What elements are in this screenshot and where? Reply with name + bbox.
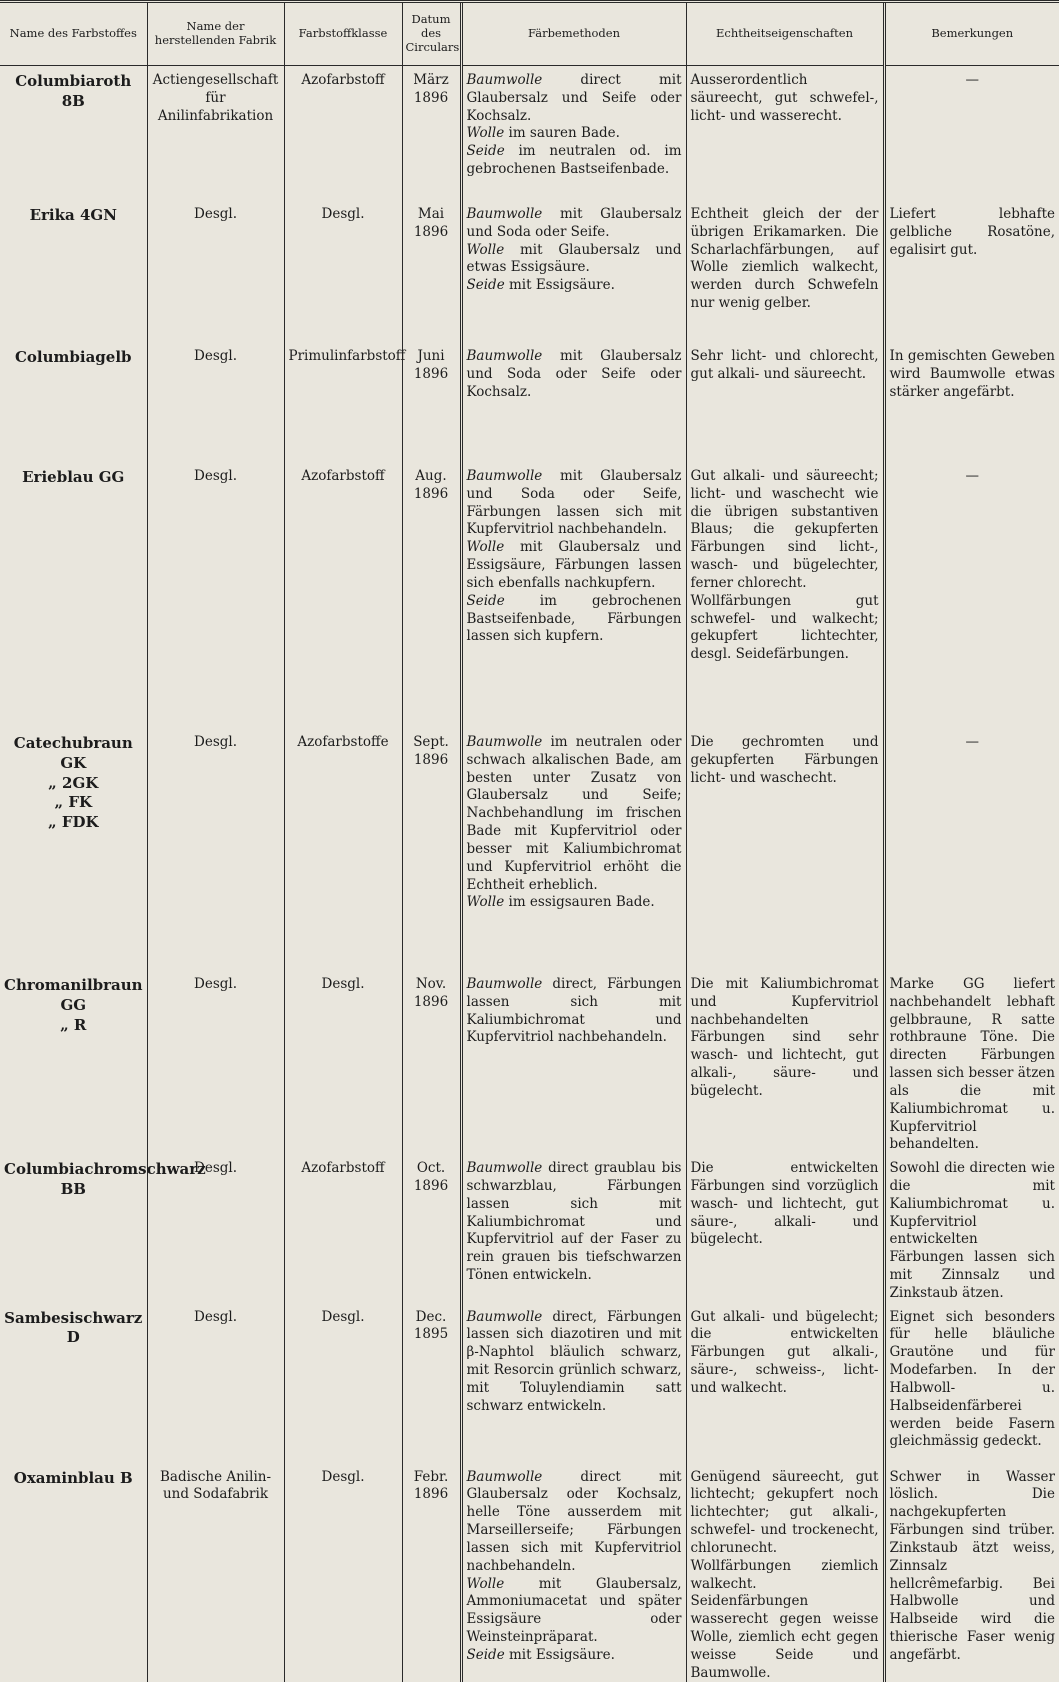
dyeing-methods	[461, 200, 686, 342]
dye-name-cell	[0, 200, 147, 342]
fiber-label: Baumwolle	[466, 1308, 543, 1325]
dyeing-methods	[461, 728, 686, 970]
fastness-text: Gut alkali- und säureecht; licht- und waschecht wie die übrigen substantiven Blaus; die gekupferten Färbungen sind licht-, wasch- und bügelechter, ferner chlorecht.	[690, 468, 879, 591]
method-entry	[467, 242, 682, 278]
dyeing-methods	[461, 462, 686, 728]
manufacturer: Desgl.	[147, 1303, 284, 1463]
manufacturer: Actiengesellschaft für Anilinfabrikation	[147, 66, 284, 201]
method-text: direct mit Glaubersalz und Seife oder Kochsalz.	[466, 72, 682, 124]
dye-name-cell	[0, 970, 147, 1154]
header-name: Name des Farbstoffes	[0, 2, 147, 66]
method-text: im essigsauren Bade.	[504, 894, 655, 911]
method-entry	[467, 277, 682, 295]
fastness-text: Genügend säureecht, gut lichtecht; gekupfert noch lichtechter; gut alkali-, schwefel- und trockenecht, chlorunecht.	[690, 1468, 879, 1556]
method-entry	[467, 976, 682, 1047]
remarks	[884, 66, 1059, 201]
dyeing-methods	[461, 1303, 686, 1463]
circular-date: Oct. 1896	[402, 1154, 461, 1303]
dyeing-methods	[461, 342, 686, 462]
fiber-label: Wolle	[466, 241, 505, 258]
remarks-text: Marke GG liefert nachbehandelt lebhaft gelbbraune, R satte rothbraune Töne. Die directen Färbungen lassen sich besser ätzen als die mit Kaliumbichromat u. Kupfervitriol behandelten.	[889, 976, 1055, 1153]
dye-name: Oxaminblau B	[13, 1468, 133, 1487]
remarks	[884, 342, 1059, 462]
manufacturer: Desgl.	[147, 342, 284, 462]
dye-class: Desgl.	[284, 1303, 402, 1463]
method-entry	[467, 72, 682, 125]
dye-name: Columbiachromschwarz BB	[4, 1160, 206, 1198]
fastness-text: Ausserordentlich säureecht, gut schwefel-, licht- und wasserecht.	[690, 72, 879, 124]
table-row	[0, 462, 1059, 728]
remarks	[884, 970, 1059, 1154]
table-row	[0, 200, 1059, 342]
circular-date: Aug. 1896	[402, 462, 461, 728]
remarks-text: —	[965, 72, 979, 88]
method-entry	[467, 734, 682, 894]
method-text: direct, Färbungen lassen sich mit Kaliumbichromat und Kupfervitriol nachbehandeln.	[466, 976, 682, 1046]
fiber-label: Baumwolle	[466, 206, 543, 222]
dye-name-variant: „ 2GK	[48, 773, 99, 792]
remarks	[884, 728, 1059, 970]
remarks	[884, 1154, 1059, 1303]
remarks-text: Liefert lebhafte gelbliche Rosatöne, egalisirt gut.	[889, 206, 1055, 258]
method-text: mit Essigsäure.	[504, 1646, 615, 1663]
method-text: mit Glaubersalz und Soda oder Seife oder Kochsalz.	[466, 348, 682, 400]
fiber-label: Wolle	[466, 1575, 505, 1592]
fiber-label: Seide	[466, 592, 505, 609]
fastness-text: Die entwickelten Färbungen sind vorzüglich wasch- und lichtecht, gut säure-, alkali- und bügelecht.	[690, 1160, 879, 1248]
fastness-text: Sehr licht- und chlorecht, gut alkali- und säureecht.	[690, 348, 879, 382]
fastness-text: Wollfärbungen gut schwefel- und walkecht; gekupfert lichtechter, desgl. Seidefärbungen.	[690, 592, 879, 663]
dye-class: Azofarbstoff	[284, 1154, 402, 1303]
fiber-label: Wolle	[466, 894, 505, 911]
dye-class: Desgl.	[284, 200, 402, 342]
circular-date: Sept. 1896	[402, 728, 461, 970]
dye-class: Desgl.	[284, 970, 402, 1154]
method-text: im sauren Bade.	[504, 125, 620, 142]
dye-name: Chromanilbraun GG	[4, 976, 143, 1014]
method-entry	[467, 143, 682, 179]
fiber-label: Wolle	[466, 125, 505, 142]
table-row	[0, 1463, 1059, 1682]
remarks	[884, 200, 1059, 342]
fiber-label: Seide	[466, 1646, 505, 1663]
dye-name: Erieblau GG	[22, 468, 125, 486]
method-text: direct graublau bis schwarzblau, Färbungen lassen sich mit Kaliumbichromat und Kupfervitriol auf der Faser zu rein grauen bis tiefschwarzen Tönen entwickeln.	[466, 1160, 682, 1283]
header-echtheit: Echtheitseigenschaften	[686, 2, 884, 66]
remarks-text: Sowohl die directen wie die mit Kaliumbichromat u. Kupfervitriol entwickelten Färbungen lassen sich mit Zinnsalz und Zinkstaub ätzen.	[889, 1160, 1055, 1301]
method-text: direct mit Glaubersalz oder Kochsalz, helle Töne ausserdem mit Marseillerseife; Färbungen lassen sich mit Kupfervitriol nachbehandeln.	[466, 1468, 682, 1574]
dye-name-cell	[0, 462, 147, 728]
dye-class: Azofarbstoff	[284, 462, 402, 728]
circular-date: März 1896	[402, 66, 461, 201]
dye-name-cell	[0, 66, 147, 201]
table-row	[0, 1154, 1059, 1303]
fiber-label: Baumwolle	[466, 72, 543, 88]
dye-name: Erika 4GN	[29, 206, 117, 224]
fastness-properties	[686, 970, 884, 1154]
dyeing-methods	[461, 1154, 686, 1303]
dye-name: Sambesischwarz D	[4, 1308, 143, 1347]
manufacturer: Badische Anilin- und Sodafabrik	[147, 1463, 284, 1682]
dyeing-methods	[461, 1463, 686, 1682]
method-entry	[467, 894, 682, 912]
method-text: im neutralen od. im gebrochenen Bastseifenbade.	[466, 143, 682, 178]
fastness-text: Wollfärbungen ziemlich walkecht. Seidenfärbungen wasserecht gegen weisse Wolle, ziemlich echt gegen weisse Seide und Baumwolle.	[690, 1557, 879, 1681]
fiber-label: Baumwolle	[466, 348, 543, 364]
method-entry	[467, 1576, 682, 1647]
dye-class: Azofarbstoffe	[284, 728, 402, 970]
fastness-text: Gut alkali- und bügelecht; die entwickelten Färbungen gut alkali-, säure-, schweiss-, licht- und walkecht.	[690, 1308, 879, 1396]
fiber-label: Seide	[466, 143, 505, 160]
manufacturer: Desgl.	[147, 728, 284, 970]
method-entry	[467, 1309, 682, 1416]
circular-date: Mai 1896	[402, 200, 461, 342]
fastness-properties	[686, 342, 884, 462]
remarks-text: Eignet sich besonders für helle bläuliche Grautöne und für Modefarben. In der Halbwoll- u. Halbseidenfärberei werden beide Fasern gleichmässig gedeckt.	[889, 1308, 1055, 1450]
table-row	[0, 66, 1059, 201]
dye-name-cell	[0, 728, 147, 970]
remarks	[884, 1303, 1059, 1463]
method-text: mit Glaubersalz und Soda oder Seife.	[466, 206, 682, 240]
fastness-text: Die gechromten und gekupferten Färbungen licht- und waschecht.	[690, 734, 879, 786]
header-datum: Datum des Circulars	[402, 2, 461, 66]
method-entry	[467, 206, 682, 242]
fiber-label: Seide	[466, 277, 505, 294]
dyeing-methods	[461, 66, 686, 201]
remarks-text: —	[965, 468, 979, 484]
dye-name: Columbiagelb	[14, 348, 132, 366]
fiber-label: Baumwolle	[466, 734, 543, 750]
circular-date: Dec. 1895	[402, 1303, 461, 1463]
dye-name: Columbiaroth 8B	[15, 72, 132, 110]
fastness-text: Die mit Kaliumbichromat und Kupfervitriol nachbehandelten Färbungen sind sehr wasch- und lichtecht, gut alkali-, säure- und bügelecht.	[690, 976, 879, 1099]
fastness-properties	[686, 728, 884, 970]
fiber-label: Baumwolle	[466, 976, 543, 992]
manufacturer: Desgl.	[147, 200, 284, 342]
header-klasse: Farbstoffklasse	[284, 2, 402, 66]
method-text: direct, Färbungen lassen sich diazotiren und mit β-Naphtol bläulich schwarz, mit Resorcin grünlich schwarz, mit Toluylendiamin satt schwarz entwickeln.	[466, 1308, 682, 1414]
fastness-properties	[686, 1154, 884, 1303]
fastness-text: Echtheit gleich der der übrigen Erikamarken. Die Scharlachfärbungen, auf Wolle ziemlich walkecht, werden durch Schwefeln nur wenig gelber.	[690, 206, 879, 312]
dye-class: Desgl.	[284, 1463, 402, 1682]
header-row	[0, 2, 1059, 66]
remarks	[884, 462, 1059, 728]
dye-name-cell	[0, 1463, 147, 1682]
remarks	[884, 1463, 1059, 1682]
table-row	[0, 970, 1059, 1154]
method-text: im neutralen oder schwach alkalischen Bade, am besten unter Zusatz von Glaubersalz und Seife; Nachbehandlung im frischen Bade mit Kupfervitriol oder besser mit Kaliumbichromat und Kupfervitriol erhöht die Echtheit erheblich.	[466, 734, 682, 893]
dye-name-cell	[0, 342, 147, 462]
remarks-text: In gemischten Geweben wird Baumwolle etwas stärker angefärbt.	[889, 348, 1055, 400]
dye-name-cell	[0, 1303, 147, 1463]
remarks-text: Schwer in Wasser löslich. Die nachgekupferten Färbungen sind trüber. Zinkstaub ätzt weiss, Zinnsalz hellcrêmefarbig. Bei Halbwolle und Halbseide wird die thierische Faser wenig angefärbt.	[889, 1468, 1055, 1663]
fiber-label: Baumwolle	[466, 468, 543, 484]
fiber-label: Baumwolle	[466, 1468, 543, 1485]
method-entry	[467, 1160, 682, 1285]
manufacturer: Desgl.	[147, 970, 284, 1154]
method-text: im gebrochenen Bastseifenbade, Färbungen lassen sich kupfern.	[466, 592, 682, 645]
dye-name-cell	[0, 1154, 206, 1303]
circular-date: Juni 1896	[402, 342, 461, 462]
dye-name-variant: „ FK	[54, 793, 93, 812]
table-row	[0, 342, 1059, 462]
dye-name-variant: „ R	[60, 1015, 87, 1034]
dye-class: Azofarbstoff	[284, 66, 402, 201]
manufacturer: Desgl.	[147, 462, 284, 728]
fiber-label: Wolle	[466, 539, 505, 556]
circular-date: Nov. 1896	[402, 970, 461, 1154]
remarks-text: —	[965, 734, 979, 750]
dyeing-methods	[461, 970, 686, 1154]
table-row	[0, 1303, 1059, 1463]
fastness-properties	[686, 200, 884, 342]
manufacturer: Desgl.	[147, 1154, 284, 1303]
method-entry	[467, 1647, 682, 1665]
dye-name: Catechubraun GK	[13, 734, 133, 772]
dye-class: Primulinfarbstoff	[284, 342, 402, 462]
fastness-properties	[686, 1303, 884, 1463]
method-entry	[467, 125, 682, 143]
fastness-properties	[686, 66, 884, 201]
header-methoden: Färbemethoden	[461, 2, 686, 66]
fastness-properties	[686, 1463, 884, 1682]
method-entry	[467, 348, 682, 401]
method-text: mit Glaubersalz und Soda oder Seife, Färbungen lassen sich mit Kupfervitriol nachbehandeln.	[466, 468, 682, 538]
method-text: mit Glaubersalz, Ammoniumacetat und später Essigsäure oder Weinsteinpräparat.	[466, 1575, 682, 1645]
method-text: mit Glaubersalz und Essigsäure, Färbungen lassen sich ebenfalls nachkupfern.	[466, 539, 682, 591]
header-bemerkungen: Bemerkungen	[884, 2, 1059, 66]
header-fabrik: Name der herstellenden Fabrik	[147, 2, 284, 66]
table-row	[0, 728, 1059, 970]
method-entry	[467, 593, 682, 646]
method-text: mit Glaubersalz und etwas Essigsäure.	[466, 241, 682, 276]
fiber-label: Baumwolle	[466, 1160, 543, 1177]
method-entry	[467, 539, 682, 592]
method-text: mit Essigsäure.	[504, 277, 615, 294]
dye-name-variant: „ FDK	[47, 813, 99, 832]
fastness-properties	[686, 462, 884, 728]
method-entry	[467, 468, 682, 539]
circular-date: Febr. 1896	[402, 1463, 461, 1682]
method-entry	[467, 1469, 682, 1576]
